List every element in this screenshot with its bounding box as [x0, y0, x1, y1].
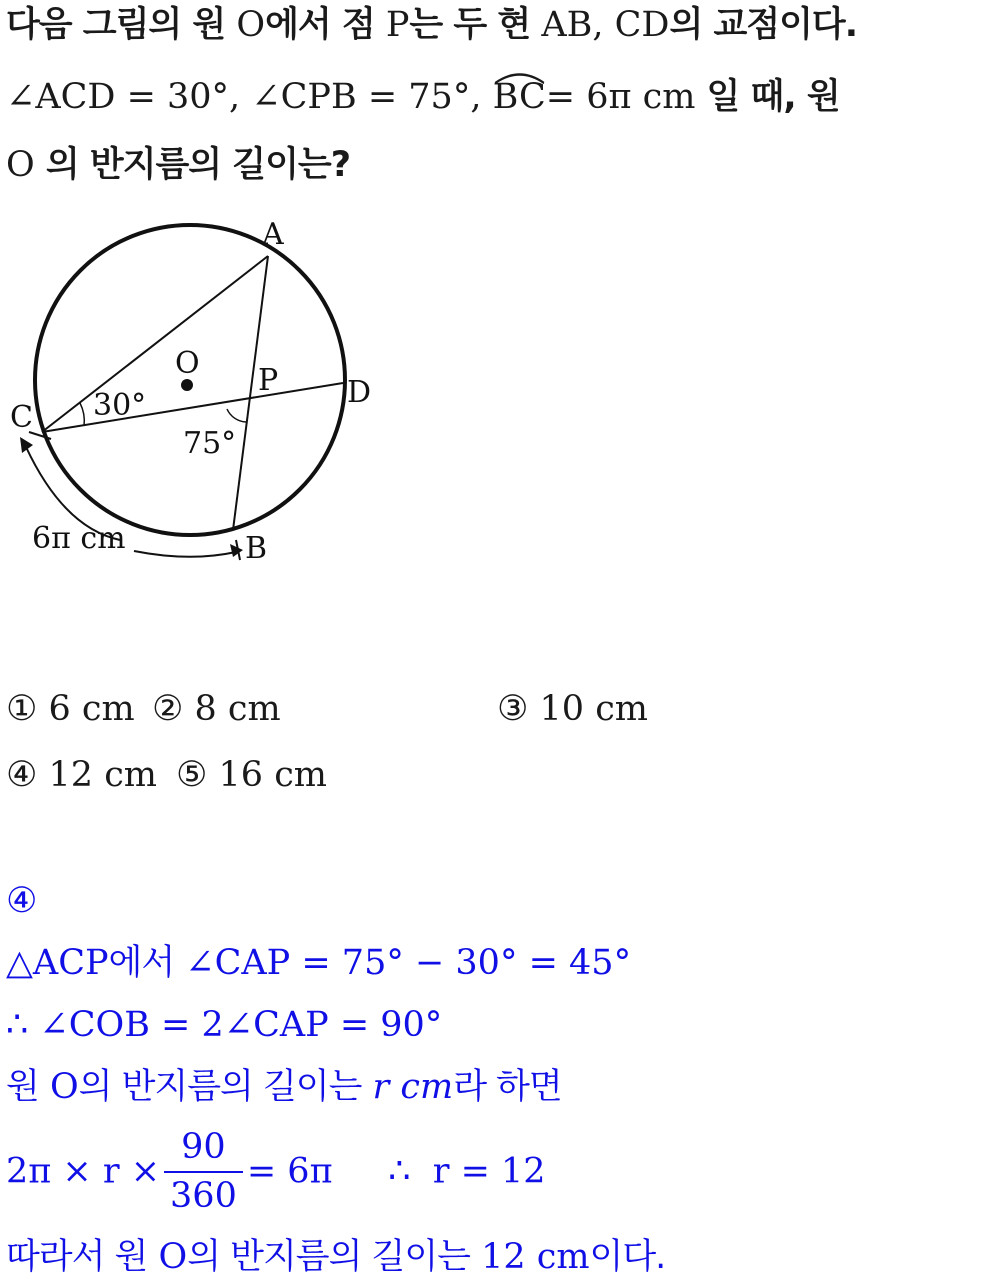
solution-answer: [6, 881, 38, 921]
choice-value: 6 cm: [48, 689, 135, 729]
circle-label: O: [6, 145, 35, 185]
choice-1[interactable]: [6, 689, 135, 729]
choice-value: 12 cm: [48, 755, 157, 795]
solution-text: 이다.: [589, 1237, 666, 1277]
solution-line-1: [6, 943, 632, 983]
fraction: [164, 1127, 243, 1216]
solution-text: 에서: [108, 943, 175, 983]
circle-label: O: [158, 1237, 188, 1277]
solution-text: 의 반지름의 길이는: [187, 1237, 470, 1277]
label-c: C: [10, 400, 33, 435]
solution-line-2: [6, 1005, 443, 1045]
choice-mark: ②: [152, 689, 184, 729]
choice-mark: ④: [6, 755, 38, 795]
radius-value: 12 cm: [481, 1237, 590, 1277]
solution-text: 의 반지름의 길이는: [78, 1067, 362, 1107]
chord-ca: [42, 256, 268, 432]
question-line-1: [6, 5, 858, 45]
arc-symbol: [493, 70, 546, 84]
choice-mark: ⑤: [176, 755, 208, 795]
question-text: 다음 그림의 원: [6, 5, 226, 45]
label-a: A: [262, 217, 284, 252]
label-angle-75: 75°: [183, 426, 237, 461]
chord-label: CD: [614, 5, 670, 45]
choice-4[interactable]: [6, 755, 157, 795]
chord-label: AB,: [541, 5, 604, 45]
solution-line-3: [6, 1067, 562, 1107]
choice-3[interactable]: [497, 689, 648, 729]
choice-5[interactable]: [176, 755, 327, 795]
solution-line-5: [6, 1237, 666, 1277]
circle-label: O: [236, 5, 266, 45]
point-label: P: [385, 5, 410, 45]
choice-2[interactable]: [152, 689, 281, 729]
question-text: 일 때, 원: [706, 77, 840, 117]
answer-mark: ④: [6, 881, 38, 921]
choice-mark: ①: [6, 689, 38, 729]
choice-mark: ③: [497, 689, 529, 729]
solution-line-4: [6, 1127, 546, 1216]
choice-value: 10 cm: [539, 689, 648, 729]
chord-cd: [42, 383, 343, 432]
arc-length: = 6π cm: [545, 77, 696, 117]
solution-math: ∴ ∠COB = 2∠CAP = 90°: [6, 1005, 443, 1045]
label-angle-30: 30°: [93, 388, 147, 423]
solution-text: 따라서 원: [6, 1237, 148, 1277]
label-b: B: [245, 531, 268, 566]
arrowhead-up: [20, 437, 33, 453]
solution-text: 원: [6, 1067, 39, 1107]
circle-label: O: [49, 1067, 79, 1107]
question-text: 에서 점: [265, 5, 375, 45]
label-o: O: [175, 346, 200, 381]
question-text: 는 두 현: [409, 5, 531, 45]
angle-arc-30: [80, 403, 84, 426]
radius-variable: r cm: [372, 1067, 454, 1107]
solution-text: 라 하면: [453, 1067, 562, 1107]
question-line-2: [6, 77, 840, 117]
angle-arc-75: [227, 409, 246, 422]
choice-value: 8 cm: [194, 689, 281, 729]
angle-cpb: ∠CPB = 75°,: [251, 77, 482, 117]
fraction-denominator: 360: [170, 1176, 237, 1216]
choice-value: 16 cm: [218, 755, 327, 795]
solution-math: ∠CAP = 75° − 30° = 45°: [185, 943, 632, 983]
label-p: P: [258, 363, 279, 398]
arc-arrow-b: [134, 551, 236, 557]
question-text: 의 반지름의 길이는?: [45, 145, 350, 185]
fraction-numerator: 90: [164, 1130, 243, 1173]
solution-math: = 6π ∴ r = 12: [246, 1151, 546, 1192]
arc-bc-label: [492, 77, 546, 117]
angle-acd: ∠ACD = 30°,: [6, 77, 241, 117]
triangle-label: △ACP: [6, 943, 109, 983]
question-line-3: [6, 145, 350, 185]
circle-figure: [0, 210, 400, 580]
solution-math: 2π × r ×: [6, 1151, 161, 1192]
question-text: 의 교점이다.: [669, 5, 858, 45]
label-d: D: [347, 375, 372, 410]
label-arc-length: 6π cm: [32, 521, 126, 556]
arc-bc-text: BC: [492, 77, 546, 117]
